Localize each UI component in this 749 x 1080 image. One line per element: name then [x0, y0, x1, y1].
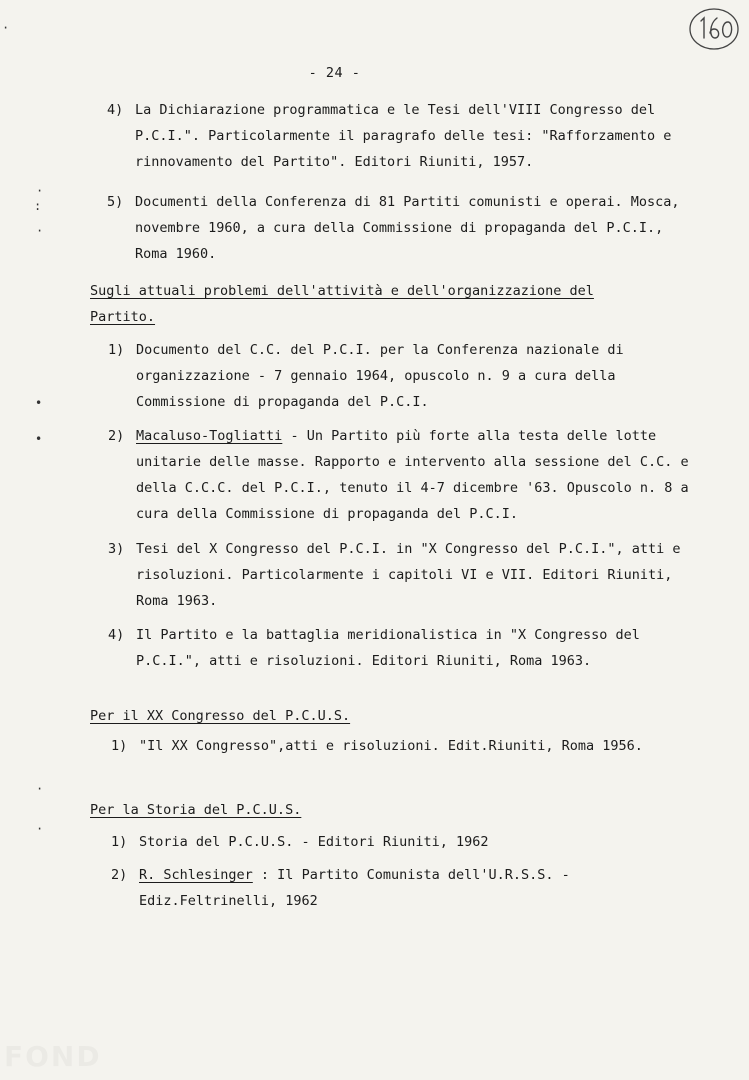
- bibliography-item: [108, 337, 683, 415]
- item-number: 3): [108, 541, 125, 557]
- margin-mark: •: [35, 396, 43, 410]
- item-number: 1): [111, 834, 128, 850]
- item-text: Documenti della Conferenza di 81 Partiti comunisti e operai. Mosca, novembre 1960, a cura della Commissione di propaganda del P.C.I., Roma 1960.: [135, 194, 680, 262]
- item-number: 2): [108, 428, 125, 444]
- item-author: R. Schlesinger: [139, 867, 253, 883]
- bibliography-item: [108, 536, 688, 614]
- item-number: 4): [107, 102, 124, 118]
- item-text: La Dichiarazione programmatica e le Tesi dell'VIII Congresso del P.C.I.". Particolarmente il paragrafo delle tesi: "Rafforzamento e rinnovamento del Partito". Editori Riuniti, 1957.: [135, 102, 672, 170]
- item-text: "Il XX Congresso",atti e risoluzioni. Edit.Riuniti, Roma 1956.: [139, 738, 643, 754]
- margin-mark: •: [35, 432, 43, 446]
- bibliography-item: [111, 862, 701, 914]
- bibliography-item: [111, 829, 701, 855]
- section-heading: Per il XX Congresso del P.C.U.S.: [90, 708, 351, 724]
- margin-mark: ·: [36, 184, 44, 198]
- item-number: 2): [111, 867, 128, 883]
- item-text: Il Partito e la battaglia meridionalistica in "X Congresso del P.C.I.", atti e risoluzioni. Editori Riuniti, Roma 1963.: [136, 627, 640, 669]
- item-number: 4): [108, 627, 125, 643]
- bibliography-item: [107, 97, 697, 175]
- margin-mark: :: [34, 199, 42, 213]
- page-number: - 24 -: [308, 65, 361, 81]
- handwritten-archive-number: [687, 6, 741, 52]
- item-text: Macaluso-Togliatti - Un Partito più forte alla testa delle lotte unitarie delle masse. Rapporto e intervento alla sessione del C.C. e della C.C.C. del P.C.I., tenuto il 4-7 dicembre '63. Opuscolo n. 8 a cura della Commissione di propaganda del P.C.I.: [136, 428, 689, 522]
- item-number: 5): [107, 194, 124, 210]
- margin-mark: ·: [2, 21, 10, 35]
- margin-mark: ·: [36, 822, 44, 836]
- section-heading: Per la Storia del P.C.U.S.: [90, 802, 302, 818]
- item-text: Tesi del X Congresso del P.C.I. in "X Congresso del P.C.I.", atti e risoluzioni. Particolarmente i capitoli VI e VII. Editori Riuniti, Roma 1963.: [136, 541, 681, 609]
- section-heading: Sugli attuali problemi dell'attività e dell'organizzazione del Partito.: [90, 283, 594, 325]
- margin-mark: ·: [36, 782, 44, 796]
- item-number: 1): [108, 342, 125, 358]
- bibliography-item: [111, 733, 711, 759]
- bibliography-item: [108, 423, 698, 527]
- item-text: Documento del C.C. del P.C.I. per la Conferenza nazionale di organizzazione - 7 gennaio 1964, opuscolo n. 9 a cura della Commissione di propaganda del P.C.I.: [136, 342, 624, 410]
- bibliography-item: [108, 622, 698, 674]
- scan-watermark: [4, 1044, 102, 1070]
- bibliography-item: [107, 189, 682, 267]
- item-text: R. Schlesinger : Il Partito Comunista dell'U.R.S.S. - Ediz.Feltrinelli, 1962: [139, 867, 570, 909]
- margin-mark: ·: [36, 224, 44, 238]
- item-author: Macaluso-Togliatti: [136, 428, 283, 444]
- item-number: 1): [111, 738, 128, 754]
- item-text: Storia del P.C.U.S. - Editori Riuniti, 1962: [139, 834, 489, 850]
